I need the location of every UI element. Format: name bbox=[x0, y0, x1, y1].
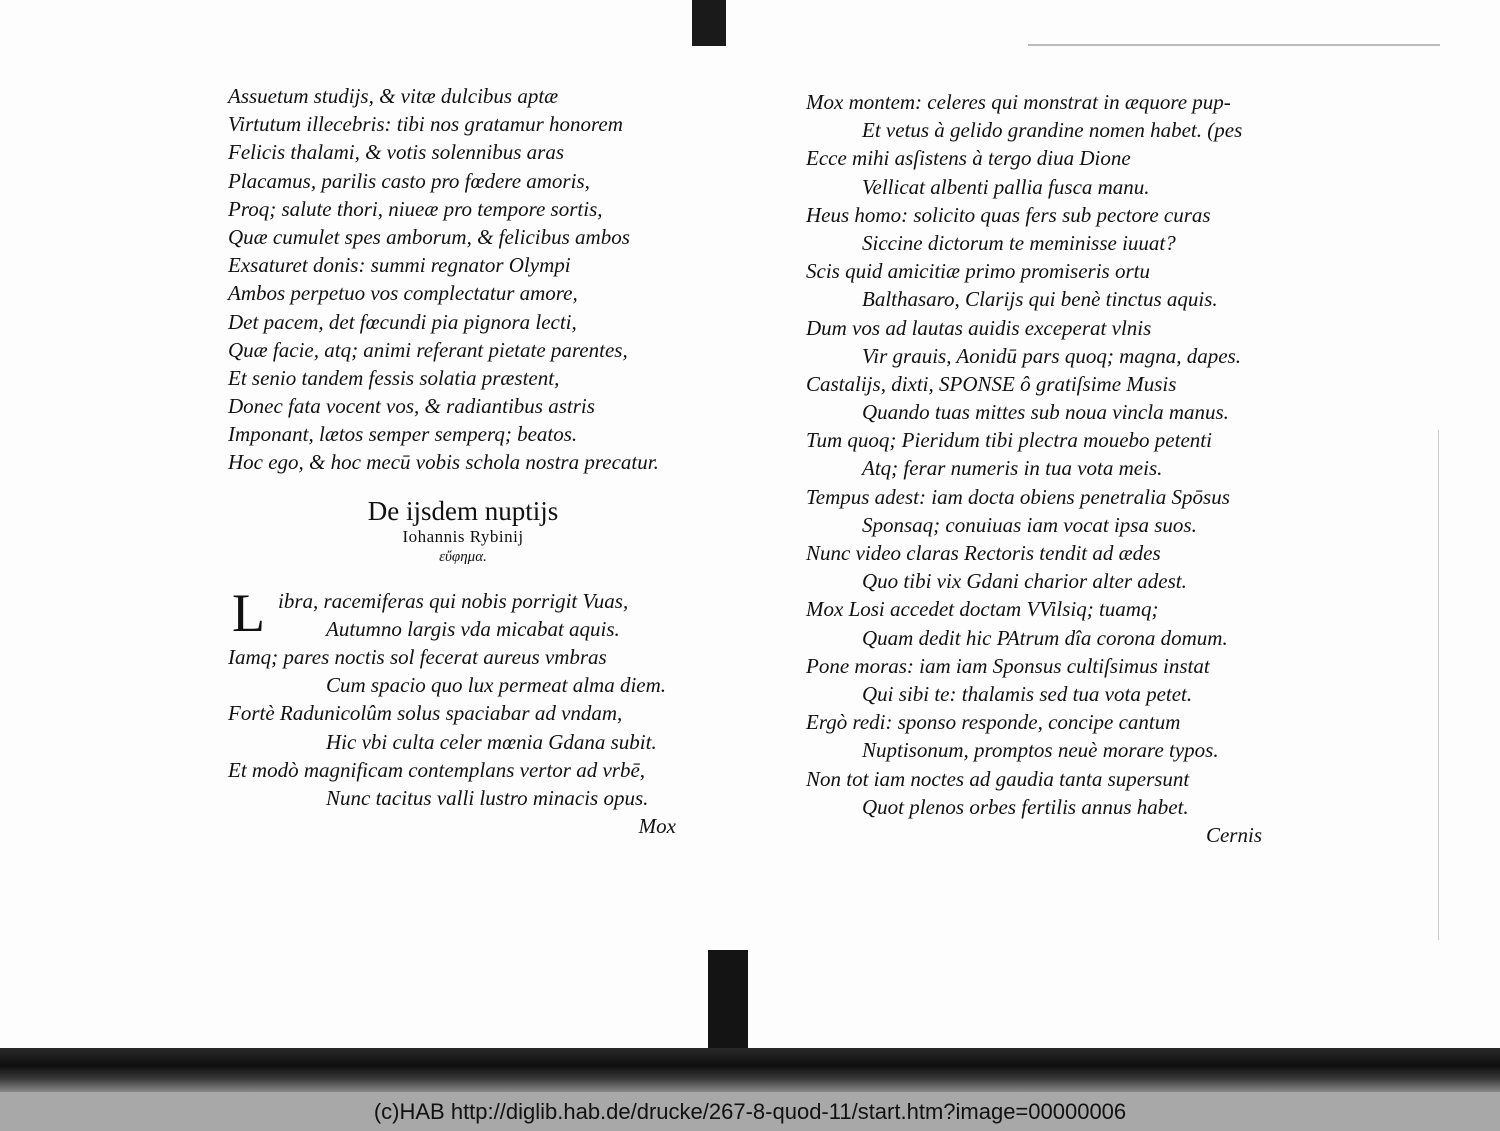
poem-line: Quæ cumulet spes amborum, & felicibus ambos bbox=[228, 224, 630, 249]
section-author: Iohannis Rybinij bbox=[402, 526, 524, 546]
poem-line: Tum quoq; Pieridum tibi plectra mouebo petenti bbox=[806, 428, 1212, 453]
poem-line: Cum spacio quo lux permeat alma diem. bbox=[326, 673, 667, 698]
poem-line: Det pacem, det fœcundi pia pignora lecti, bbox=[228, 309, 577, 334]
poem-line: Mox Losi accedet doctam VVilsiq; tuamq; bbox=[806, 597, 1159, 622]
section-title: De ijsdem nuptijs bbox=[367, 495, 559, 526]
gutter-shadow-bottom bbox=[708, 950, 748, 1062]
poem-line: Nuptisonum, promptos neuè morare typos. bbox=[862, 738, 1219, 763]
catchword: Cernis bbox=[1205, 822, 1262, 847]
scan-bottom-shadow bbox=[0, 1048, 1500, 1092]
poem-line: Non tot iam noctes ad gaudia tanta supersunt bbox=[806, 766, 1190, 791]
poem-line: Balthasaro, Clarijs qui benè tinctus aquis. bbox=[862, 287, 1218, 312]
poem-line: Proq; salute thori, niueæ pro tempore sortis, bbox=[228, 196, 603, 221]
poem-line: Ecce mihi asſistens à tergo diua Dione bbox=[806, 146, 1131, 171]
poem-line: Sponsaq; conuiuas iam vocat ipsa suos. bbox=[862, 512, 1197, 537]
right-page bbox=[806, 88, 1276, 849]
poem-line: Castalijs, dixti, SPONSE ô gratiſsime Musis bbox=[806, 371, 1177, 396]
poem-line: Et senio tandem fessis solatia præstent, bbox=[228, 365, 560, 390]
poem-line: Placamus, parilis casto pro fœdere amoris, bbox=[228, 168, 590, 193]
poem-line: ibra, racemiferas qui nobis porrigit Vuas, bbox=[278, 588, 629, 613]
poem-line: Exsaturet donis: summi regnator Olympi bbox=[228, 253, 571, 278]
poem-line: Hic vbi culta celer mœnia Gdana subit. bbox=[326, 729, 657, 754]
poem-line: Quam dedit hic PAtrum dîa corona domum. bbox=[862, 625, 1228, 650]
poem-line: Nunc tacitus valli lustro minacis opus. bbox=[326, 785, 649, 810]
poem-continued bbox=[806, 88, 1276, 821]
poem-2 bbox=[228, 582, 698, 813]
poem-line: Felicis thalami, & votis solennibus aras bbox=[228, 140, 564, 165]
gutter-shadow-top bbox=[692, 0, 726, 46]
poem-line: Hoc ego, & hoc mecū vobis schola nostra precatur. bbox=[228, 450, 659, 475]
poem-line: Quot plenos orbes fertilis annus habet. bbox=[862, 794, 1189, 819]
poem-line: Ambos perpetuo vos complectatur amore, bbox=[228, 281, 578, 306]
poem-line: Iamq; pares noctis sol fecerat aureus vmbras bbox=[228, 645, 607, 669]
poem-line: Imponant, lætos semper semperq; beatos. bbox=[228, 422, 578, 447]
poem-line: Ergò redi: sponso responde, concipe cantum bbox=[806, 710, 1181, 735]
section-greek-subtitle: εὔφημα. bbox=[439, 548, 487, 565]
poem-line: Et modò magnificam contemplans vertor ad vrbē, bbox=[228, 757, 646, 782]
poem-line: Quo tibi vix Gdani charior alter adest. bbox=[862, 569, 1187, 594]
poem-line: Quæ facie, atq; animi referant pietate parentes, bbox=[228, 337, 628, 362]
poem-line: Virtutum illecebris: tibi nos gratamur honorem bbox=[228, 112, 623, 137]
poem-line: Siccine dictorum te meminisse iuuat? bbox=[862, 230, 1176, 255]
poem-line: Dum vos ad lautas auidis exceperat vlnis bbox=[806, 315, 1152, 340]
poem-line: Vir grauis, Aonidū pars quoq; magna, dapes. bbox=[862, 343, 1241, 368]
poem-line: Pone moras: iam iam Sponsus cultiſsimus instat bbox=[806, 653, 1210, 678]
page-edge-rule bbox=[1028, 44, 1440, 46]
poem-line: Mox montem: celeres qui monstrat in æquore pup- bbox=[806, 90, 1231, 114]
drop-cap: L bbox=[232, 582, 265, 643]
poem-line: Quando tuas mittes sub noua vincla manus. bbox=[862, 400, 1229, 425]
poem-line: Fortè Radunicolûm solus spaciabar ad vndam, bbox=[228, 701, 623, 726]
poem-line: Qui sibi te: thalamis sed tua vota petet. bbox=[862, 681, 1193, 706]
copyright-footer: (c)HAB http://diglib.hab.de/drucke/267-8-quod-11/start.htm?image=00000006 bbox=[0, 1092, 1500, 1131]
poem-line: Assuetum studijs, & vitæ dulcibus aptæ bbox=[228, 84, 559, 108]
poem-line: Autumno largis vda micabat aquis. bbox=[326, 616, 620, 641]
poem-line: Heus homo: solicito quas fers sub pectore curas bbox=[806, 202, 1211, 227]
page-edge-right bbox=[1438, 430, 1439, 940]
poem-line: Scis quid amicitiæ primo promiseris ortu bbox=[806, 259, 1150, 284]
poem-line: Donec fata vocent vos, & radiantibus astris bbox=[228, 394, 595, 419]
catchword: Mox bbox=[638, 814, 676, 839]
poem-line: Atq; ferar numeris in tua vota meis. bbox=[862, 456, 1163, 481]
poem-line: Vellicat albenti pallia fusca manu. bbox=[862, 174, 1150, 199]
left-page bbox=[228, 82, 698, 840]
poem-line: Et vetus à gelido grandine nomen habet. (pes bbox=[862, 118, 1243, 143]
poem-line: Tempus adest: iam docta obiens penetralia Spōsus bbox=[806, 484, 1230, 509]
poem-1 bbox=[228, 82, 698, 477]
poem-line: Nunc video claras Rectoris tendit ad ædes bbox=[806, 541, 1161, 565]
